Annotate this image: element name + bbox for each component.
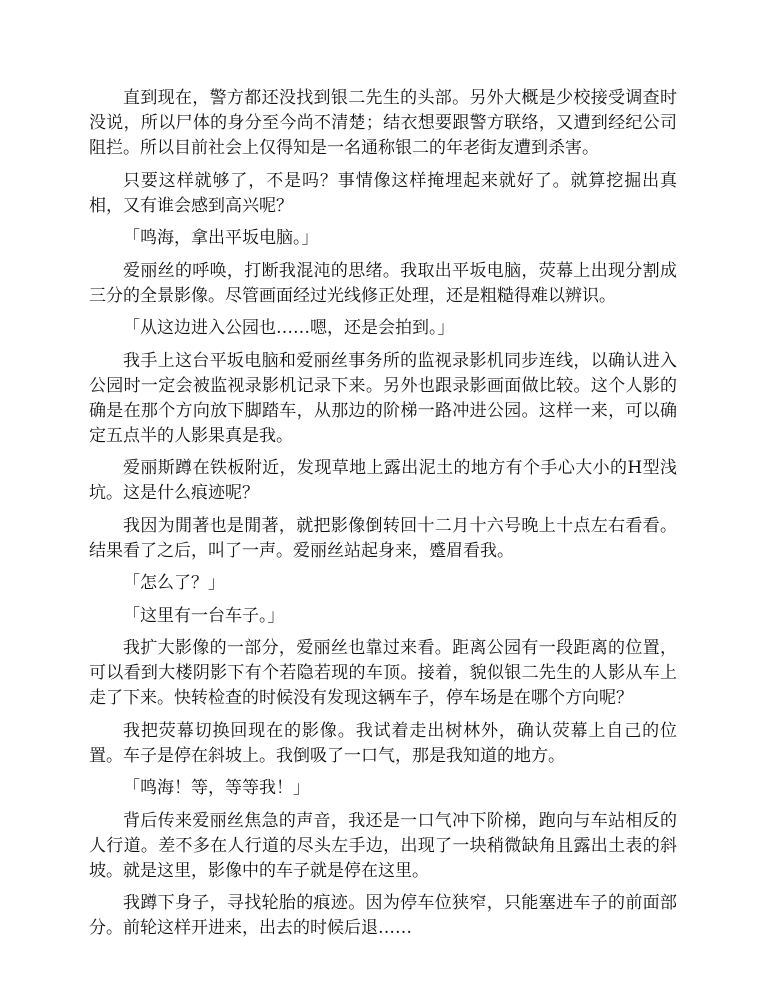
paragraph: 我把荧幕切换回现在的影像。我试着走出树林外，确认荧幕上自己的位置。车子是停在斜坡上。我倒吸了一口气，那是我知道的地方。 [89,720,677,766]
paragraph: 爱丽斯蹲在铁板附近，发现草地上露出泥土的地方有个手心大小的H型浅坑。这是什么痕迹呢？ [89,458,677,503]
document-body [89,86,677,949]
paragraph: 爱丽丝的呼唤，打断我混沌的思绪。我取出平坂电脑，荧幕上出现分割成三分的全景影像。尽管画面经过光线修正处理，还是粗糙得难以辨识。 [89,260,677,306]
paragraph: 我因为閒著也是閒著，就把影像倒转回十二月十六号晚上十点左右看看。结果看了之后，叫了一声。爱丽丝站起身来，蹙眉看我。 [89,515,677,561]
paragraph: 我扩大影像的一部分，爱丽丝也靠过来看。距离公园有一段距离的位置，可以看到大楼阴影下有个若隐若现的车顶。接着，貌似银二先生的人影从车上走了下来。快转检查的时候没有发现这辆车子，停车场是在哪个方向呢？ [89,638,677,708]
paragraph: 直到现在，警方都还没找到银二先生的头部。另外大概是少校接受调查时没说，所以尸体的身分至今尚不清楚；结衣想要跟警方联络，又遭到经纪公司阻拦。所以目前社会上仅得知是一名通称银二的年老街友遭到杀害。 [89,88,677,158]
dialogue-line: 「这里有一台车子。」 [123,605,285,626]
paragraph: 我手上这台平坂电脑和爱丽丝事务所的监视录影机同步连线，以确认进入公园时一定会被监视录影机记录下来。另外也跟录影画面做比较。这个人影的确是在那个方向放下脚踏车，从那边的阶梯一路冲进公园。这样一来，可以确定五点半的人影果真是我。 [89,350,677,446]
dialogue-line: 「从这边进入公园也……嗯，还是会拍到。」 [123,318,455,338]
dialogue-line: 「鸣海，拿出平坂电脑。」 [123,228,319,248]
dialogue-line: 「鸣海！等，等等我！」 [123,778,310,798]
paragraph: 背后传来爱丽丝焦急的声音，我还是一口气冲下阶梯，跑向与车站相反的人行道。差不多在人行道的尽头左手边，出现了一块稍微缺角且露出土表的斜坡。就是这里，影像中的车子就是停在这里。 [89,810,677,881]
paragraph: 只要这样就够了，不是吗？事情像这样掩埋起来就好了。就算挖掘出真相，又有谁会感到高兴呢？ [89,170,677,216]
paragraph: 我蹲下身子，寻找轮胎的痕迹。因为停车位狭窄，只能塞进车子的前面部分。前轮这样开进来，出去的时候后退…… [89,893,677,938]
dialogue-line: 「怎么了？」 [123,573,225,593]
